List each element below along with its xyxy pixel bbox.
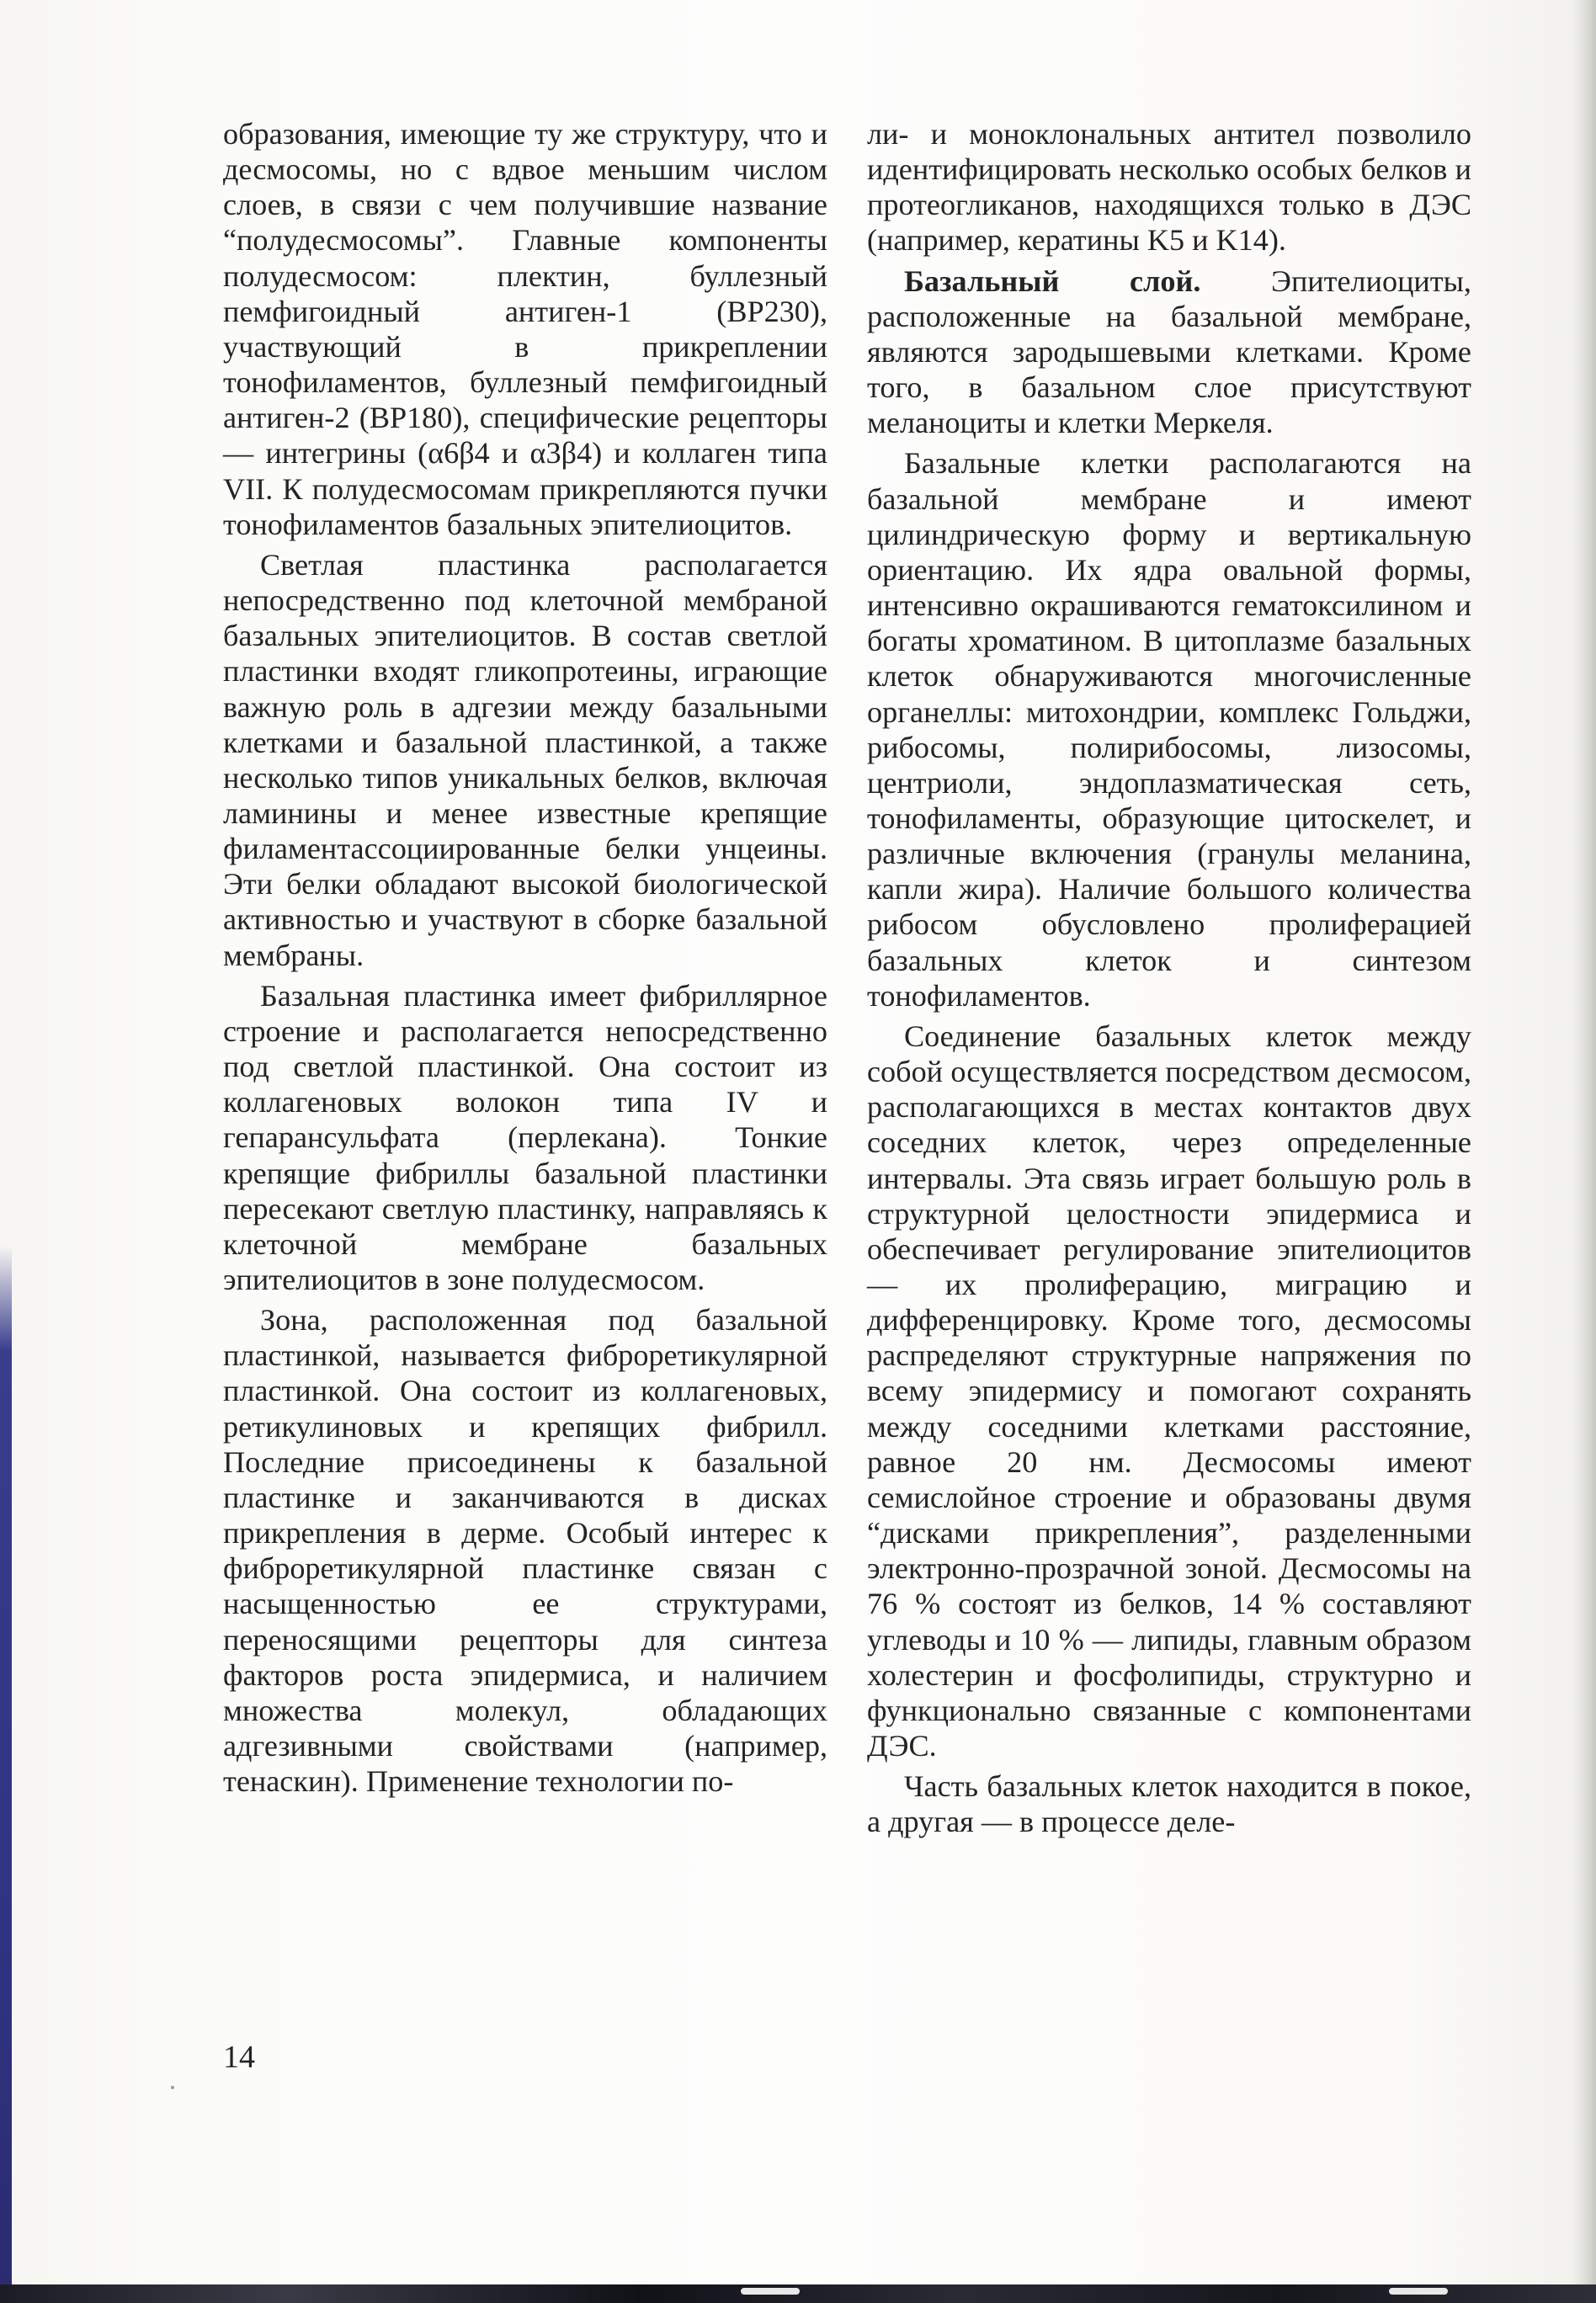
left-paragraph-3: Базальная пластинка имеет фибриллярное строение и располагается непосредственно под светлой пластинкой. Она состоит из коллагеновых волокон типа IV и гепарансульфата (перлекана). Тонкие крепящие фибриллы базальной пластинки пересекают светлую пластинку, направляясь к клеточной мембране базальных эпителиоцитов в зоне полудесмосом. [223,978,827,1296]
edge-notch [741,2288,800,2295]
right-paragraph-3: Базальные клетки располагаются на базальной мембране и имеют цилиндрическую форму и вертикальную ориентацию. Их ядра овальной формы, интенсивно окрашиваются гематоксилином и богаты хроматином. В цитоплазме базальных клеток обнаруживаются многочисленные органеллы: митохондрии, комплекс Гольджи, рибосомы, полирибосомы, лизосомы, центриоли, эндоплазматическая сеть, тонофиламенты, образующие цитоскелет, и различные включения (гранулы меланина, капли жира). Наличие большого количества рибосом обусловлено пролиферацией базальных клеток и синтезом тонофиламентов. [867,446,1471,1013]
right-paragraph-1: ли- и моноклональных антител позволило идентифицировать несколько особых белков и протеогликанов, находящихся только в ДЭС (например, кератины K5 и K14). [867,117,1471,258]
section-heading-basal-layer: Базальный слой. [904,263,1201,298]
left-paragraph-4: Зона, расположенная под базальной пластинкой, называется фиброретикулярной пластинкой. Она состоит из коллагеновых, ретикулиновых и крепящих фибрилл. Последние присоединены к базальной пластинке и заканчиваются в дисках прикрепления в дерме. Особый интерес к фиброретикулярной пластинке связан с насыщенностью ее структурами, переносящими рецепторы для синтеза факторов роста эпидермиса, и наличием множества молекул, обладающих адгезивными свойствами (например, тенаскин). Применение технологии по- [223,1303,827,1799]
scan-speck [171,2086,174,2089]
right-paragraph-2 [867,263,1471,441]
left-paragraph-2: Светлая пластинка располагается непосредственно под клеточной мембраной базальных эпителиоцитов. В состав светлой пластинки входят гликопротеины, играющие важную роль в адгезии между базальными клетками и базальной пластинкой, а также несколько типов уникальных белков, включая ламинины и менее известные крепящие филаментассоциированные белки унцеины. Эти белки обладают высокой биологической активностью и участвуют в сборке базальной мембраны. [223,547,827,972]
right-paragraph-2-text: Эпителиоциты, расположенные на базальной мембране, являются зародышевыми клетками. Кроме того, в базальном слое присутствуют меланоциты и клетки Меркеля. [867,263,1471,440]
page-edge-shadow [1572,0,1596,2303]
left-paragraph-1: образования, имеющие ту же структуру, что и десмосомы, но с вдвое меньшим числом слоев, в связи с чем получившие название “полудесмосомы”. Главные компоненты полудесмосом: плектин, буллезный пемфигоидный антиген-1 (BP230), участвующий в прикреплении тонофиламентов, буллезный пемфигоидный антиген-2 (BP180), специфические рецепторы — интегрины (α6β4 и α3β4) и коллаген типа VII. К полудесмосомам прикрепляются пучки тонофиламентов базальных эпителиоцитов. [223,117,827,541]
edge-notch [1389,2288,1448,2295]
left-text-column [223,116,827,1799]
right-paragraph-4: Соединение базальных клеток между собой осуществляется посредством десмосом, располагающихся в местах контактов двух соседних клеток, через определенные интервалы. Эта связь играет большую роль в структурной целостности эпидермиса и обеспечивает регулирование эпителиоцитов — их пролиферацию, миграцию и дифференцировку. Кроме того, десмосомы распределяют структурные напряжения по всему эпидермису и помогают сохранять между соседними клетками расстояние, равное 20 нм. Десмосомы имеют семислойное строение и образованы двумя “дисками прикрепления”, разделенными электронно-прозрачной зоной. Десмосомы на 76 % состоят из белков, 14 % составляют углеводы и 10 % — липиды, главным образом холестерин и фосфолипиды, структурно и функционально связанные с компонентами ДЭС. [867,1019,1471,1763]
scanner-bottom-edge [0,2284,1596,2303]
right-text-column [867,116,1471,1840]
right-paragraph-5: Часть базальных клеток находится в покое, а другая — в процессе деле- [867,1769,1471,1839]
page-number: 14 [223,2040,255,2075]
binding-shadow [0,1246,12,2303]
